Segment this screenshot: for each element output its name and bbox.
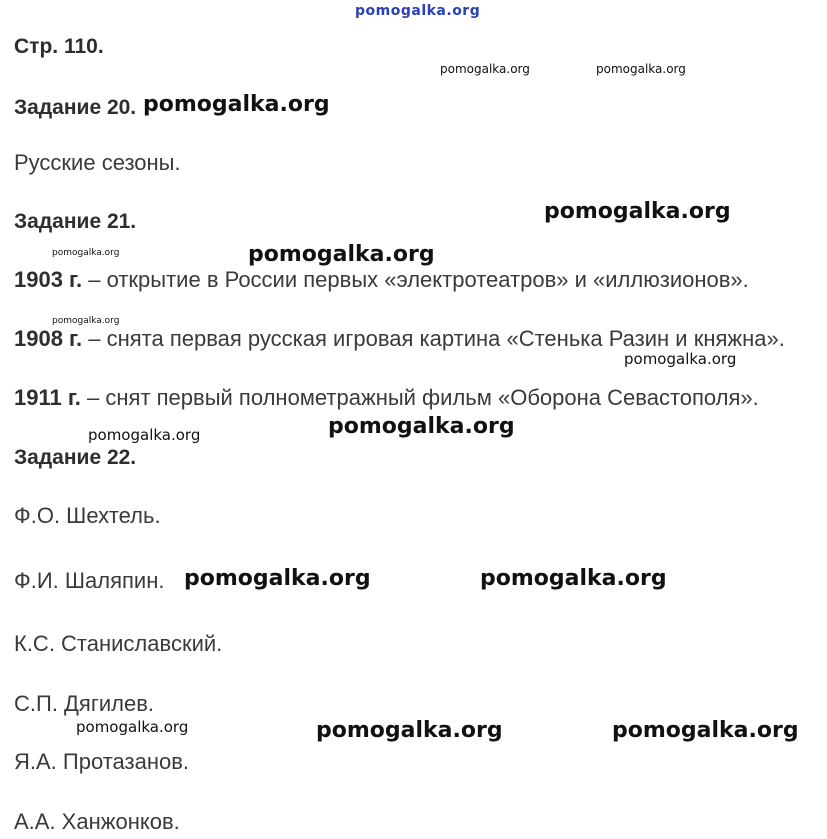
- task-22-name: Я.А. Протазанов.: [14, 749, 190, 774]
- task-22-name: К.С. Станиславский.: [14, 631, 223, 656]
- watermark: pomogalka.org: [184, 566, 371, 591]
- task-21-item: [14, 328, 785, 350]
- watermark: pomogalka.org: [316, 718, 503, 743]
- top-watermark: pomogalka.org: [355, 3, 481, 19]
- watermark: pomogalka.org: [143, 92, 330, 117]
- watermark: pomogalka.org: [624, 350, 737, 368]
- task-21-item-year: 1903 г.: [14, 267, 83, 292]
- task-21-item: [14, 269, 749, 291]
- task-21-item-text: – снята первая русская игровая картина «Стенька Разин и княжна».: [82, 326, 785, 351]
- task-22-name: А.А. Ханжонков.: [14, 809, 180, 834]
- watermark: pomogalka.org: [88, 426, 201, 444]
- watermark: pomogalka.org: [76, 718, 189, 736]
- watermark: pomogalka.org: [480, 566, 667, 591]
- task-20-heading: Задание 20.: [14, 96, 137, 119]
- page-label: Стр. 110.: [14, 35, 104, 58]
- task-22-name: Ф.И. Шаляпин.: [14, 568, 165, 593]
- task-22-name: С.П. Дягилев.: [14, 691, 155, 716]
- watermark: pomogalka.org: [544, 199, 731, 224]
- watermark: pomogalka.org: [612, 718, 799, 743]
- watermark: pomogalka.org: [440, 62, 530, 76]
- watermark: pomogalka.org: [328, 414, 515, 439]
- watermark: pomogalka.org: [248, 242, 435, 267]
- task-21-item-text: – открытие в России первых «электротеатров» и «иллюзионов».: [82, 267, 749, 292]
- task-21-item-text: – снят первый полнометражный фильм «Оборона Севастополя».: [80, 385, 759, 410]
- task-22-name: Ф.О. Шехтель.: [14, 503, 161, 528]
- watermark: pomogalka.org: [52, 316, 120, 326]
- task-21-heading: Задание 21.: [14, 210, 137, 233]
- task-21-item-year: 1908 г.: [14, 326, 83, 351]
- task-21-item: [14, 387, 759, 409]
- task-20-answer: Русские сезоны.: [14, 150, 181, 175]
- task-21-item-year: 1911 г.: [14, 385, 81, 410]
- watermark: pomogalka.org: [52, 248, 120, 258]
- task-22-heading: Задание 22.: [14, 446, 137, 469]
- watermark: pomogalka.org: [596, 62, 686, 76]
